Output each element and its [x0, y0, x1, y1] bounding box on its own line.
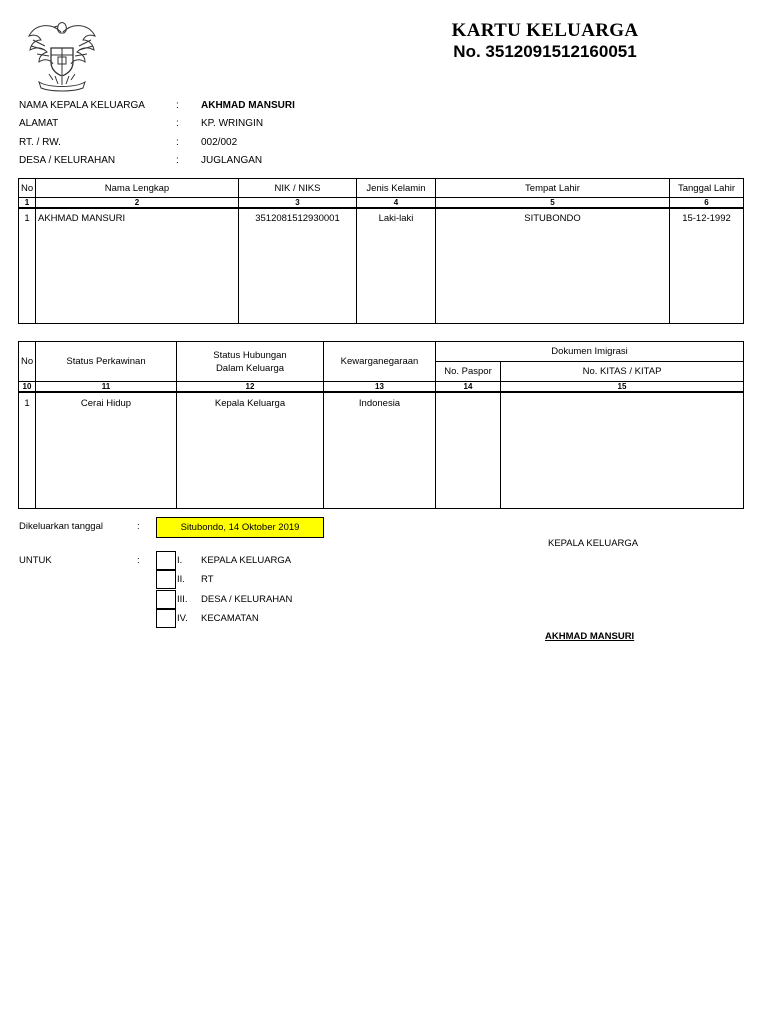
table-row [19, 392, 744, 508]
garuda-emblem-icon [25, 18, 99, 92]
untuk-item-number: IV. [177, 613, 188, 624]
header-cell-passport: No. Paspor [436, 362, 501, 382]
column-number: 3 [239, 198, 357, 209]
info-row-rt-rw [19, 137, 419, 151]
info-label: DESA / KELURAHAN [19, 155, 116, 166]
cell-kitas [501, 392, 744, 508]
untuk-item-label: RT [201, 574, 214, 585]
untuk-item-label: KECAMATAN [201, 613, 259, 624]
signature-name: AKHMAD MANSURI [545, 631, 635, 642]
column-number: 13 [324, 382, 436, 393]
cell-no: 1 [19, 392, 36, 508]
table-row [19, 208, 744, 323]
header-cell-relationship [177, 342, 324, 382]
header-cell-no: No [19, 342, 36, 382]
issued-date-label: Dikeluarkan tanggal [19, 521, 103, 532]
info-label: NAMA KEPALA KELUARGA [19, 100, 145, 111]
untuk-label: UNTUK [19, 555, 52, 566]
cell-no: 1 [19, 208, 36, 323]
info-separator: : [176, 155, 179, 166]
copy-checkbox[interactable] [156, 570, 176, 589]
info-label: ALAMAT [19, 118, 59, 129]
issued-date-value: Situbondo, 14 Oktober 2019 [156, 517, 324, 538]
header-cell-citizenship: Kewarganegaraan [324, 342, 436, 382]
issued-date-separator: : [137, 521, 140, 532]
info-value: JUGLANGAN [201, 155, 263, 166]
header-line: Status Hubungan [213, 349, 287, 361]
info-value: AKHMAD MANSURI [201, 100, 295, 111]
column-number-row [19, 198, 744, 209]
header-cell-birthplace: Tempat Lahir [436, 179, 670, 198]
header-cell-immigration-docs: Dokumen Imigrasi [436, 342, 744, 362]
info-separator: : [176, 137, 179, 148]
header-cell-marital-status: Status Perkawinan [36, 342, 177, 382]
column-number: 10 [19, 382, 36, 393]
cell-passport [436, 392, 501, 508]
table-header-row [19, 179, 744, 198]
copy-checkbox[interactable] [156, 590, 176, 609]
column-number-row [19, 382, 744, 393]
cell-nik: 3512081512930001 [239, 208, 357, 323]
column-number: 2 [36, 198, 239, 209]
cell-citizenship: Indonesia [324, 392, 436, 508]
cell-relationship: Kepala Keluarga [177, 392, 324, 508]
info-row-address [19, 118, 419, 132]
column-number: 6 [670, 198, 744, 209]
column-number: 4 [357, 198, 436, 209]
header-line: Dalam Keluarga [215, 362, 285, 374]
info-value: 002/002 [201, 137, 238, 148]
column-number: 5 [436, 198, 670, 209]
untuk-item-number: III. [177, 594, 188, 605]
untuk-item-label: DESA / KELURAHAN [201, 594, 293, 605]
info-value: KP. WRINGIN [201, 118, 264, 129]
info-row-head-name [19, 100, 419, 114]
cell-birthdate: 15-12-1992 [670, 208, 744, 323]
untuk-item-number: II. [177, 574, 185, 585]
header-cell-kitas: No. KITAS / KITAP [501, 362, 744, 382]
untuk-item-number: I. [177, 555, 183, 566]
cell-name: AKHMAD MANSURI [36, 208, 239, 323]
column-number: 12 [177, 382, 324, 393]
header-cell-gender: Jenis Kelamin [357, 179, 436, 198]
cell-marital-status: Cerai Hidup [36, 392, 177, 508]
column-number: 1 [19, 198, 36, 209]
family-status-table [18, 341, 744, 509]
copy-checkbox[interactable] [156, 551, 176, 570]
untuk-separator: : [137, 555, 140, 566]
family-card-number: No. 3512091512160051 [453, 42, 637, 61]
signature-title: KEPALA KELUARGA [548, 538, 639, 549]
header-cell-name: Nama Lengkap [36, 179, 239, 198]
info-label: RT. / RW. [19, 137, 61, 148]
header-cell-birthdate: Tanggal Lahir [670, 179, 744, 198]
table-header-row [19, 342, 744, 362]
document-title: KARTU KELUARGA [451, 20, 639, 41]
column-number: 11 [36, 382, 177, 393]
header-cell-no: No [19, 179, 36, 198]
column-number: 14 [436, 382, 501, 393]
info-separator: : [176, 118, 179, 129]
info-separator: : [176, 100, 179, 111]
cell-gender: Laki-laki [357, 208, 436, 323]
cell-birthplace: SITUBONDO [436, 208, 670, 323]
column-number: 15 [501, 382, 744, 393]
copy-checkbox[interactable] [156, 609, 176, 628]
family-members-table [18, 178, 744, 324]
info-row-village [19, 155, 419, 169]
header-cell-nik: NIK / NIKS [239, 179, 357, 198]
untuk-item-label: KEPALA KELUARGA [201, 555, 292, 566]
